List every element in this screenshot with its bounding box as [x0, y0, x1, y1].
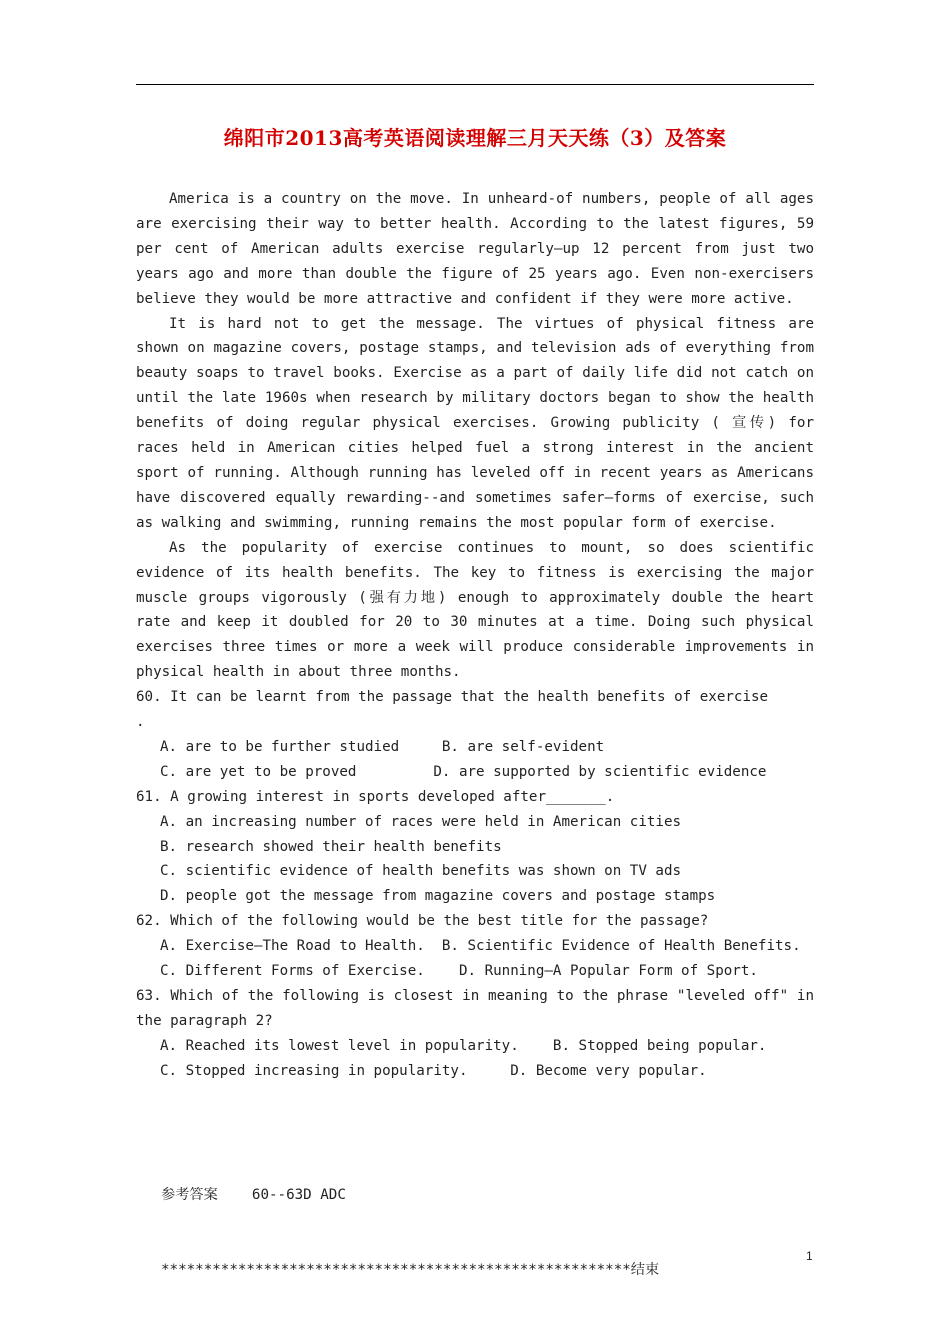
document-body	[136, 187, 814, 1084]
passage-paragraph-1: America is a country on the move. In unheard-of numbers, people of all ages are exercising their way to better health. According to the latest figures, 59 per cent of American adults exercise regularly—up 12 percent from just two years ago and more than double the figure of 25 years ago. Even non-exercisers believe they would be more attractive and confident if they were more active.	[136, 191, 814, 307]
answer-key-line: 参考答案 60--63D ADC	[161, 1187, 346, 1203]
passage-paragraph-3: As the popularity of exercise continues to mount, so does scientific evidence of its health benefits. The key to fitness is exercising the major muscle groups vigorously (强有力地) enough to approximately double the heart rate and keep it doubled for 20 to 30 minutes at a time. Doing such physical exercises three times or more a week will produce considerable improvements in physical health in about three months.	[136, 539, 814, 681]
question-62	[136, 909, 814, 984]
end-marker-line: *******************************************************结束	[161, 1262, 660, 1278]
page-number: 1	[806, 1249, 813, 1263]
document-title: 绵阳市2013高考英语阅读理解三月天天练（3）及答案	[223, 126, 727, 150]
question-63	[136, 984, 814, 1084]
question-63-options-row-2: C. Stopped increasing in popularity. D. Become very popular.	[160, 1062, 707, 1079]
question-61-option-d: D. people got the message from magazine covers and postage stamps	[160, 888, 716, 905]
answer-key	[161, 1133, 659, 1333]
question-60-options-row-1: A. are to be further studied B. are self-evident	[160, 738, 605, 755]
question-60-stem: 60. It can be learnt from the passage that the health benefits of exercise	[136, 689, 769, 706]
question-61-option-a: A. an increasing number of races were held in American cities	[160, 813, 682, 830]
question-61-option-b: B. research showed their health benefits	[160, 838, 502, 855]
question-60	[136, 685, 814, 785]
header-rule	[136, 84, 814, 85]
question-63-options-row-1: A. Reached its lowest level in popularity. B. Stopped being popular.	[160, 1037, 767, 1054]
question-62-options-row-2: C. Different Forms of Exercise. D. Running—A Popular Form of Sport.	[160, 963, 758, 980]
question-62-options-row-1: A. Exercise—The Road to Health. B. Scientific Evidence of Health Benefits.	[160, 938, 801, 955]
passage-paragraph-2: It is hard not to get the message. The virtues of physical fitness are shown on magazine covers, postage stamps, and television ads of everything from beauty soaps to travel books. Exercise as a part of daily life did not catch on until the late 1960s when research by military doctors began to show the health benefits of doing regular physical exercises. Growing publicity ( 宣传) for races held in American cities helped fuel a strong interest in the ancient sport of running. Although running has leveled off in recent years as Americans have discovered equally rewarding--and sometimes safer—forms of exercise, such as walking and swimming, running remains the most popular form of exercise.	[136, 315, 814, 531]
question-61	[136, 785, 814, 910]
question-60-options-row-2: C. are yet to be proved D. are supported by scientific evidence	[160, 763, 767, 780]
question-63-stem: 63. Which of the following is closest in meaning to the phrase "leveled off" in the paragraph 2?	[136, 988, 814, 1029]
question-61-option-c: C. scientific evidence of health benefits was shown on TV ads	[160, 863, 682, 880]
question-61-stem: 61. A growing interest in sports developed after_______.	[136, 788, 615, 805]
question-62-stem: 62. Which of the following would be the best title for the passage?	[136, 913, 709, 930]
question-60-blank: .	[136, 714, 145, 731]
